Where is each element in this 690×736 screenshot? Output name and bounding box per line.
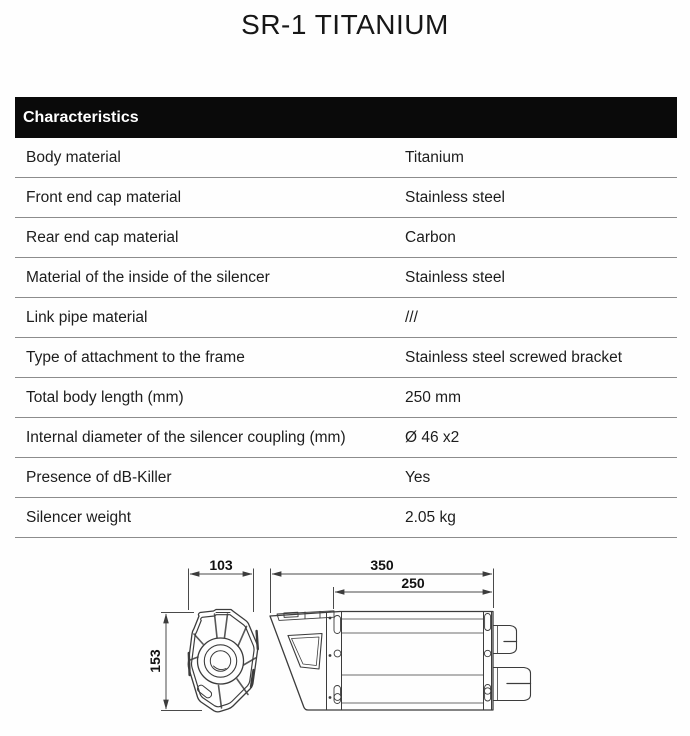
dim-label-body-length: 250	[401, 575, 425, 591]
rear-band	[484, 612, 492, 711]
table-header	[15, 97, 677, 138]
dim-label-front-width: 103	[209, 557, 233, 573]
dim-label-total-length: 350	[370, 557, 394, 573]
spec-value: ///	[405, 308, 418, 326]
bracket-window-inner	[292, 637, 320, 666]
table-row	[15, 258, 677, 298]
table-row	[15, 458, 677, 498]
spec-label: Body material	[26, 148, 121, 166]
spec-label: Internal diameter of the silencer coupling (mm)	[26, 428, 346, 446]
silencer-side-view	[270, 611, 531, 710]
side-body-outline	[270, 612, 493, 711]
page-title: SR-1 TITANIUM	[241, 9, 449, 40]
table-row	[15, 138, 677, 178]
characteristics-table	[15, 97, 677, 538]
outlet-detail-arc	[214, 666, 227, 670]
spec-value: Carbon	[405, 228, 456, 246]
outlet-ring-mid	[204, 645, 236, 677]
spec-value: Ø 46 x2	[405, 428, 460, 446]
spec-label: Silencer weight	[26, 508, 132, 526]
table-row	[15, 418, 677, 458]
body-seams	[342, 619, 484, 703]
spec-value: Titanium	[405, 148, 464, 166]
spec-label: Presence of dB-Killer	[26, 468, 172, 486]
spec-value: Stainless steel	[405, 268, 505, 286]
table-row	[15, 498, 677, 538]
spec-value: Stainless steel screwed bracket	[405, 348, 623, 366]
technical-drawing	[0, 548, 690, 736]
silencer-front-view	[188, 610, 258, 712]
coupling-stub-upper	[493, 626, 517, 654]
spec-label: Type of attachment to the frame	[26, 348, 245, 366]
table-header-label: Characteristics	[23, 108, 139, 126]
spec-value: 250 mm	[405, 388, 461, 406]
outlet-hole	[210, 651, 230, 671]
front-outline	[188, 610, 257, 712]
table-row	[15, 178, 677, 218]
table-row	[15, 378, 677, 418]
coupling-stub-lower	[493, 668, 531, 701]
dim-label-front-height: 153	[147, 649, 163, 673]
spec-label: Total body length (mm)	[26, 388, 184, 406]
bracket-window	[288, 634, 322, 670]
spec-label: Material of the inside of the silencer	[26, 268, 270, 286]
spec-label: Rear end cap material	[26, 228, 179, 246]
spec-value: Yes	[405, 468, 431, 486]
table-row	[15, 338, 677, 378]
table-row	[15, 218, 677, 258]
db-killer-slot	[196, 684, 213, 699]
spec-value: 2.05 kg	[405, 508, 456, 526]
front-band	[327, 612, 342, 711]
spec-label: Link pipe material	[26, 308, 148, 326]
table-row	[15, 298, 677, 338]
spec-value: Stainless steel	[405, 188, 505, 206]
spec-label: Front end cap material	[26, 188, 182, 206]
